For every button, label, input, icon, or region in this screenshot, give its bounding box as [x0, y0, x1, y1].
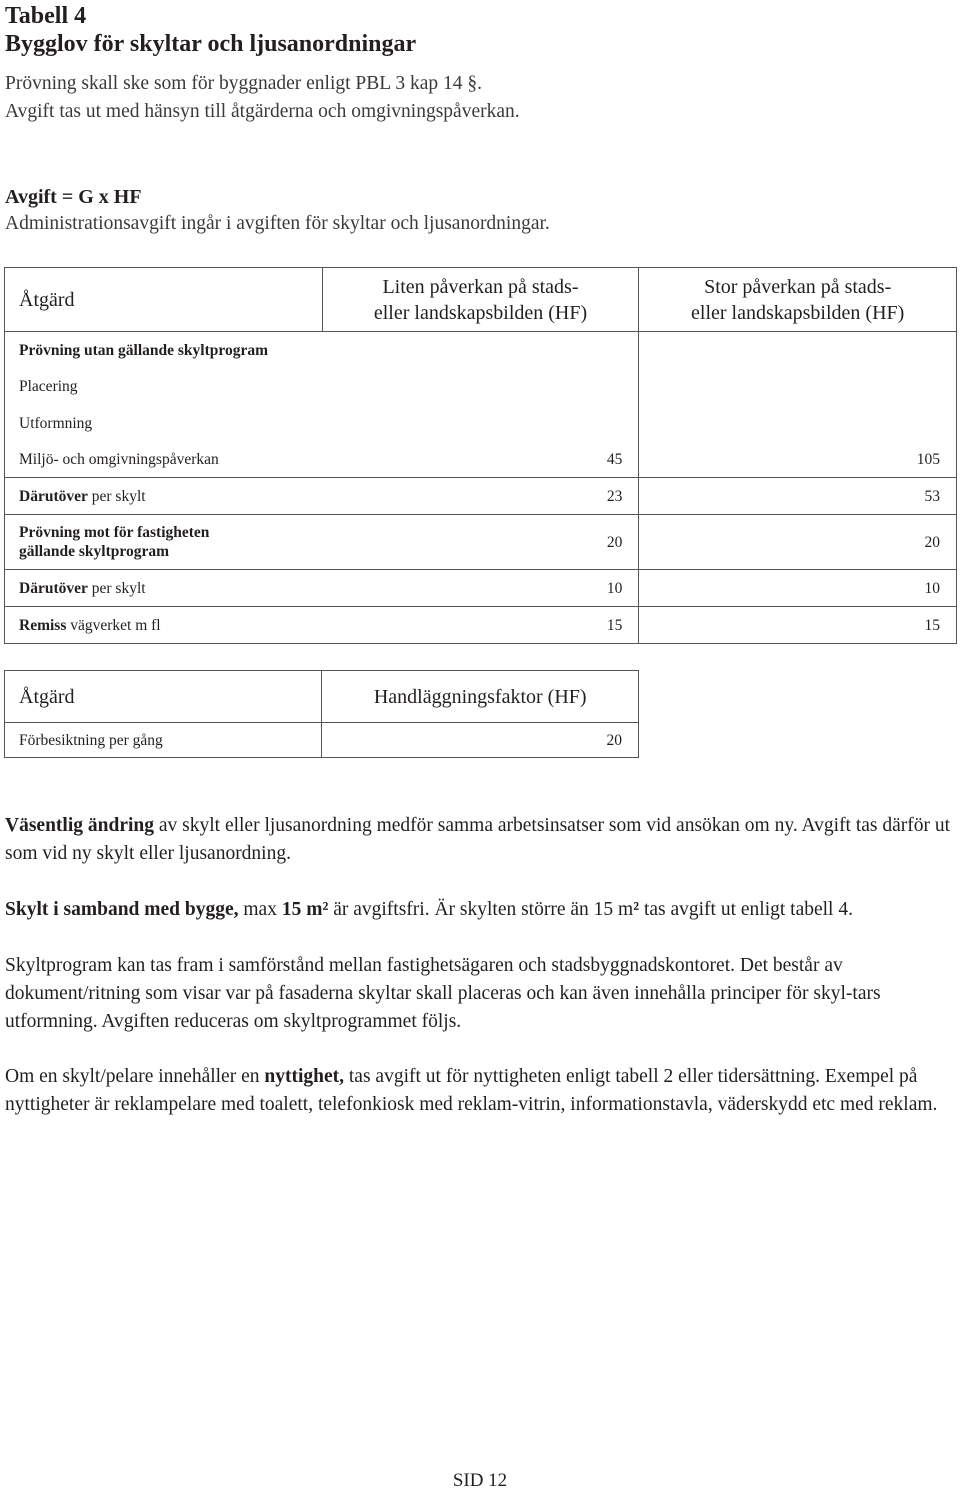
fee-table-signs [4, 267, 957, 644]
row-label [5, 515, 323, 570]
paragraph-construction-sign [5, 896, 955, 924]
paragraph-text: tas avgift ut enligt tabell 4. [639, 899, 853, 920]
table-row [5, 570, 957, 607]
header-small-impact-line2: eller landskapsbilden (HF) [373, 301, 588, 324]
fee-formula: Avgift = G x HF [5, 186, 142, 208]
table-row [5, 369, 957, 405]
fee-table-inspection [4, 670, 639, 758]
value-small: 20 [322, 515, 639, 570]
value-large: 10 [639, 570, 957, 607]
row-label-bold: Därutöver [19, 487, 88, 505]
row-label-line2: gällande skyltprogram [19, 543, 169, 560]
row-label: Miljö- och omgivningspåverkan [5, 442, 323, 478]
value-large: 15 [639, 607, 957, 644]
header-small-impact [322, 268, 639, 332]
value-small: 45 [322, 442, 639, 478]
paragraph-text: är avgiftsfri. Är skylten större än 15 m [328, 899, 634, 920]
row-label-bold: Remiss [19, 616, 67, 634]
table-row [5, 332, 957, 369]
table-row [5, 515, 957, 570]
table-row [5, 478, 957, 515]
paragraph-bold: nyttighet, [264, 1066, 344, 1087]
table-header-row [5, 671, 639, 723]
table-row [5, 442, 957, 478]
row-label [5, 607, 323, 644]
table-row [5, 723, 639, 758]
row-label-rest: per skylt [87, 579, 146, 597]
header-large-impact [639, 268, 957, 332]
table-row [5, 405, 957, 442]
header-large-impact-line1: Stor påverkan på stads- [704, 275, 892, 298]
header-action: Åtgärd [5, 268, 323, 332]
section-heading: Bygglov för skyltar och ljusanordningar [5, 31, 417, 57]
row-label-rest: per skylt [87, 487, 146, 505]
intro-line-3: Administrationsavgift ingår i avgiften för skyltar och ljusanordningar. [5, 213, 550, 234]
value-large: 53 [639, 478, 957, 515]
paragraph-bold: 15 m² [281, 899, 329, 920]
value-small: 23 [322, 478, 639, 515]
value-small: 10 [322, 570, 639, 607]
table-row [5, 607, 957, 644]
header-large-impact-line2: eller landskapsbilden (HF) [691, 301, 905, 324]
paragraph-bold: ² [633, 899, 640, 920]
row-label: Prövning utan gällande skyltprogram [5, 332, 323, 369]
paragraph-utility [5, 1063, 955, 1119]
page-number: SID 12 [452, 1470, 508, 1491]
row-label: Förbesiktning per gång [5, 723, 322, 758]
value-large: 105 [639, 442, 957, 478]
value-large: 20 [639, 515, 957, 570]
paragraph-text: tas avgift ut för nyttigheten enligt tabell 2 eller tidersättning. Exempel på nyttigheter är reklampelare med toalett, telefonkiosk med reklam-vitrin, informationstavla, väderskydd etc med reklam. [5, 1066, 938, 1115]
header-small-impact-line1: Liten påverkan på stads- [382, 275, 579, 298]
row-label-line1: Prövning mot för fastigheten [19, 524, 210, 541]
intro-line-2: Avgift tas ut med hänsyn till åtgärderna och omgivningspåverkan. [5, 101, 520, 122]
row-label: Placering [5, 369, 323, 405]
intro-line-1: Prövning skall ske som för byggnader enligt PBL 3 kap 14 §. [5, 73, 482, 94]
row-label: Utformning [5, 405, 323, 442]
table-number-heading: Tabell 4 [5, 3, 87, 29]
paragraph-sign-program: Skyltprogram kan tas fram i samförstånd mellan fastighetsägaren och stadsbyggnadskontoret. Det består av dokument/ritning som visar var på fasaderna skyltar skall placeras och kan även innehålla principer för skyl-tars utformning. Avgiften reduceras om skyltprogrammet följs. [5, 955, 881, 1032]
row-label-bold: Därutöver [19, 579, 88, 597]
header-handling-factor: Handläggningsfaktor (HF) [322, 671, 639, 723]
table-header-row [5, 268, 957, 332]
row-label [5, 478, 323, 515]
value-hf: 20 [322, 723, 639, 758]
row-label-rest: vägverket m fl [66, 616, 161, 634]
header-action: Åtgärd [5, 671, 322, 723]
paragraph-bold: Skylt i samband med bygge, [5, 899, 239, 920]
value-small: 15 [322, 607, 639, 644]
paragraph-text: max [238, 899, 282, 920]
row-label [5, 570, 323, 607]
paragraph-text: av skylt eller ljusanordning medför samma arbetsinsatser som vid ansökan om ny. Avgift tas därför ut som vid ny skylt eller ljusanordning. [5, 815, 951, 864]
paragraph-bold: Väsentlig ändring [5, 815, 154, 836]
paragraph-text: Om en skylt/pelare innehåller en [5, 1066, 265, 1087]
paragraph-significant-change [5, 812, 955, 868]
